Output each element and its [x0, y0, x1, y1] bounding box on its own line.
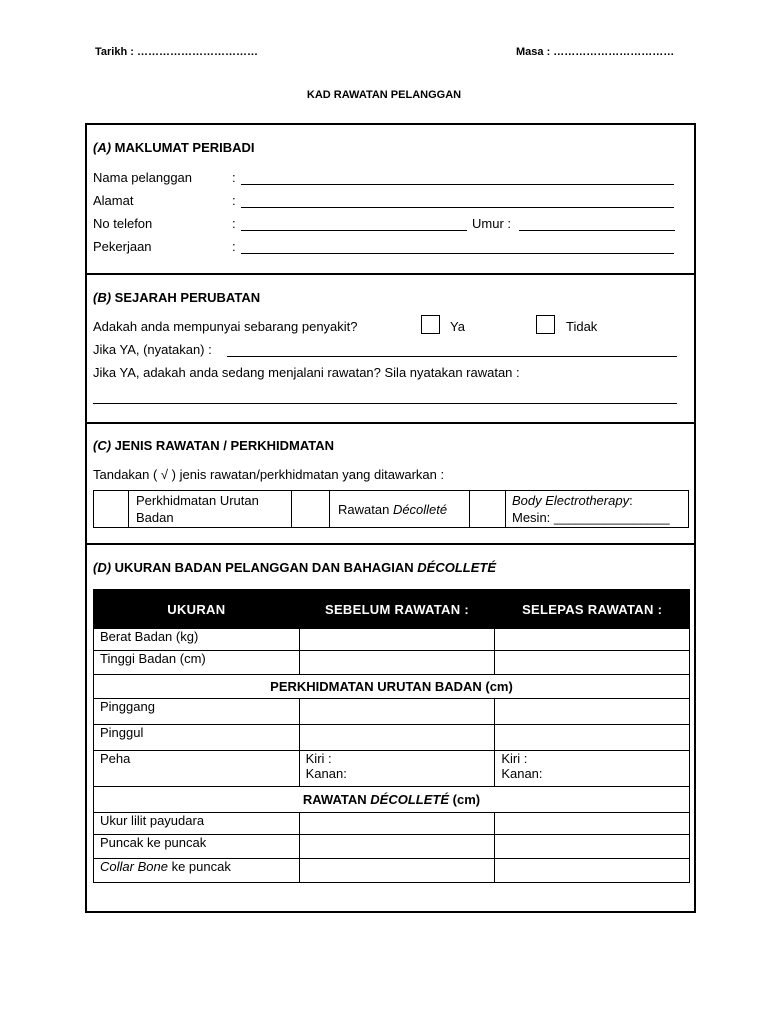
table-row	[94, 835, 690, 859]
section-divider	[87, 543, 694, 545]
time-field[interactable]: Masa : ……………………………	[516, 46, 675, 58]
right-label: Kanan:	[305, 766, 347, 781]
section-c-title	[93, 438, 334, 453]
yes-label: Ya	[450, 319, 465, 334]
section-a-title	[93, 140, 255, 155]
illness-question: Adakah anda mempunyai sebarang penyakit?	[93, 319, 358, 334]
section-b-title	[93, 290, 260, 305]
if-yes-state-label: Jika YA, (nyatakan) :	[93, 342, 212, 357]
after-cell[interactable]	[495, 725, 690, 751]
row-label: Peha	[94, 751, 300, 787]
before-cell[interactable]	[299, 859, 495, 883]
massage-subheader: PERKHIDMATAN URUTAN BADAN (cm)	[94, 675, 690, 699]
row-label: Berat Badan (kg)	[94, 629, 300, 651]
form-frame: (A) MAKLUMAT PERIBADI Nama pelanggan : Alamat : No telefon : Umur : Pekerjaan : (B) SEJARAH PERUBATAN Adakah anda mempunyai sebarang penyakit? Ya Tidak Jika YA, (nyatakan) : Jika YA, adakah anda sedang menjalani rawatan? Sila nyatakan rawatan : (C) JENIS RAWATAN / PERKHIDMATAN Tandakan ( √ ) jenis rawatan/perkhidmatan yang ditawarkan : Perkhidmatan Urutan Badan Rawatan Décolleté Body Electrotherapy: Mesin: ________________ (D) UKURAN BADAN PELANGGAN DAN BAHAGIAN DÉCOLLETÉ UKURAN SEBELUM RAWATAN : SELEPAS RAWATAN : Berat Badan (kg) Tinggi Badan (cm) PERKHIDMATAN URUTAN BADAN (cm) Pinggang Pinggul Peha Kiri : Kanan: Kiri : Kanan: RAWATAN DÉCOLLETÉ (cm) Ukur lilit payudara Puncak ke puncak Collar Bone ke puncak	[85, 123, 696, 913]
row-label: Ukur lilit payudara	[94, 813, 300, 835]
before-cell[interactable]	[299, 725, 495, 751]
customer-name-label: Nama pelanggan	[93, 170, 193, 185]
body-massage-option: Perkhidmatan Urutan Badan	[136, 493, 259, 525]
before-cell[interactable]	[299, 629, 495, 651]
table-header-row	[94, 590, 690, 629]
section-divider	[87, 273, 694, 275]
treatment-input[interactable]	[93, 403, 677, 404]
section-c-letter: (C)	[93, 438, 112, 453]
row-label: Pinggang	[94, 699, 300, 725]
phone-input[interactable]	[241, 230, 467, 231]
section-b-heading: SEJARAH PERUBATAN	[114, 290, 261, 305]
before-cell[interactable]	[299, 699, 495, 725]
section-d-title	[93, 560, 496, 575]
page-title: KAD RAWATAN PELANGGAN	[306, 89, 462, 101]
after-cell[interactable]	[495, 699, 690, 725]
decollete-subheader: RAWATAN DÉCOLLETÉ (cm)	[94, 787, 690, 813]
table-row	[94, 629, 690, 651]
section-d-heading: UKURAN BADAN PELANGGAN DAN BAHAGIAN	[114, 560, 414, 575]
after-cell[interactable]	[495, 813, 690, 835]
column-header: UKURAN	[94, 590, 300, 629]
after-cell[interactable]	[495, 751, 690, 787]
body-massage-checkbox[interactable]	[94, 491, 128, 527]
table-row	[94, 751, 690, 787]
section-d-heading-word: DÉCOLLETÉ	[417, 560, 497, 575]
after-cell[interactable]	[495, 859, 690, 883]
before-cell[interactable]	[299, 651, 495, 675]
table-row	[94, 725, 690, 751]
column-header: SEBELUM RAWATAN :	[299, 590, 495, 629]
customer-name-input[interactable]	[241, 184, 674, 185]
after-cell[interactable]	[495, 651, 690, 675]
yes-checkbox[interactable]	[421, 315, 440, 334]
row-label: Tinggi Badan (cm)	[94, 651, 300, 675]
row-label: Pinggul	[94, 725, 300, 751]
column-header: SELEPAS RAWATAN :	[495, 590, 690, 629]
table-row	[94, 859, 690, 883]
occupation-input[interactable]	[241, 253, 674, 254]
no-checkbox[interactable]	[536, 315, 555, 334]
left-label: Kiri :	[501, 751, 528, 766]
table-row	[94, 651, 690, 675]
before-cell[interactable]	[299, 751, 495, 787]
section-b-letter: (B)	[93, 290, 112, 305]
electrotherapy-option: Body Electrotherapy: Mesin: ________________	[512, 493, 670, 525]
illness-input[interactable]	[227, 356, 677, 357]
table-row	[94, 813, 690, 835]
electrotherapy-checkbox[interactable]	[470, 491, 505, 527]
address-label: Alamat	[93, 193, 134, 208]
age-input[interactable]	[519, 230, 675, 231]
row-label: Collar Bone ke puncak	[94, 859, 300, 883]
row-label: Puncak ke puncak	[94, 835, 300, 859]
address-input[interactable]	[241, 207, 674, 208]
service-instruction: Tandakan ( √ ) jenis rawatan/perkhidmatan yang ditawarkan :	[93, 467, 445, 482]
age-label: Umur :	[472, 216, 511, 231]
section-divider	[87, 422, 694, 424]
table-subheader	[94, 675, 690, 699]
section-a-letter: (A)	[93, 140, 112, 155]
occupation-label: Pekerjaan	[93, 239, 152, 254]
section-d-letter: (D)	[93, 560, 112, 575]
after-cell[interactable]	[495, 629, 690, 651]
section-a-heading: MAKLUMAT PERIBADI	[114, 140, 255, 155]
before-cell[interactable]	[299, 813, 495, 835]
measurement-table	[93, 589, 690, 883]
section-c-heading: JENIS RAWATAN / PERKHIDMATAN	[114, 438, 334, 453]
service-options-table	[93, 490, 689, 528]
table-row	[94, 699, 690, 725]
decollete-checkbox[interactable]	[292, 491, 329, 527]
after-cell[interactable]	[495, 835, 690, 859]
no-label: Tidak	[566, 319, 598, 334]
left-label: Kiri :	[305, 751, 332, 766]
machine-input[interactable]: Mesin: ________________	[512, 510, 670, 525]
table-subheader	[94, 787, 690, 813]
date-field[interactable]: Tarikh : ……………………………	[95, 46, 258, 58]
before-cell[interactable]	[299, 835, 495, 859]
phone-label: No telefon	[93, 216, 153, 231]
decollete-option: Rawatan Décolleté	[338, 502, 448, 517]
right-label: Kanan:	[501, 766, 543, 781]
if-yes-treatment-label: Jika YA, adakah anda sedang menjalani rawatan? Sila nyatakan rawatan :	[93, 365, 520, 380]
